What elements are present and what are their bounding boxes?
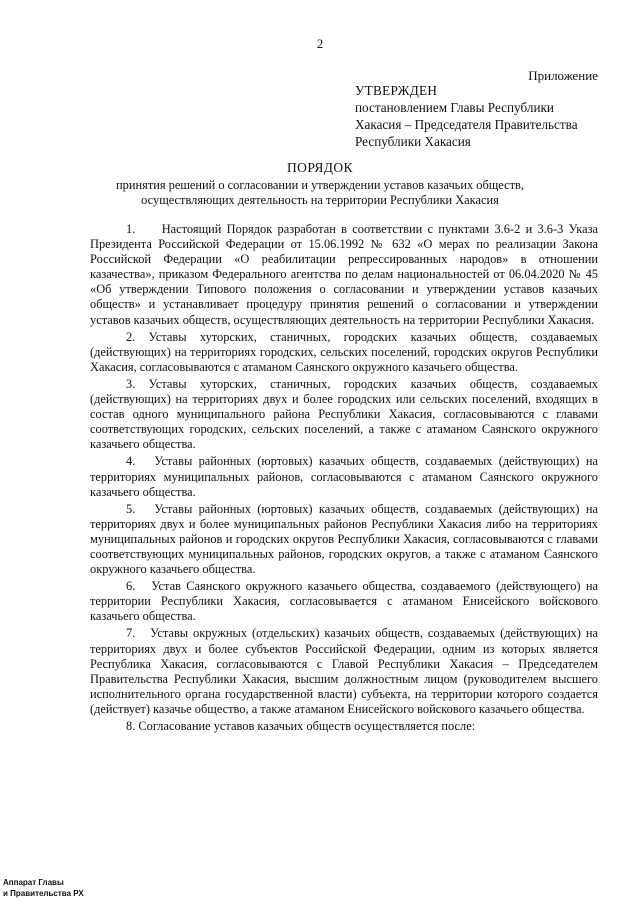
paragraph-2: 2. Уставы хуторских, станичных, городских казачьих обществ, создаваемых (действующих) на территориях городских, сельских поселений, городских округов Республики Хакасия, согласовываются с атаманом Саянского окружного казачьего общества. [90,329,598,374]
paragraph-3: 3. Уставы хуторских, станичных, городских казачьих обществ, создаваемых (действующих) на территориях двух и более городских или сельских поселений, входящих в состав одного муниципального района Республики Хакасия, согласовываются с главами соответствующих городских, сельских поселений, а также с атаманом Саянского окружного казачьего общества. [90,376,598,452]
stamp-line: и Правительства РХ [3,889,84,898]
document-title: ПОРЯДОК [287,160,353,175]
paragraph-6: 6. Устав Саянского окружного казачьего общества, создаваемого (действующего) на территории Республики Хакасия, согласовывается с атаманом Енисейского войскового казачьего общества. [90,579,598,624]
paragraph-5: 5. Уставы районных (юртовых) казачьих обществ, создаваемых (действующих) на территориях двух и более муниципальных районов Республики Хакасия либо на территориях муниципальных районов и городских округов Республики Хакасия, согласовываются с главами соответствующих муниципальных районов, городских округов, а также с атаманом Саянского окружного казачьего общества. [90,501,598,577]
subtitle-line: осуществляющих деятельность на территории Республики Хакасия [141,193,499,207]
document-subtitle [0,178,640,208]
paragraph-8: 8. Согласование уставов казачьих обществ осуществляется после: [126,719,476,733]
subtitle-line: принятия решений о согласовании и утверждении уставов казачьих обществ, [116,178,524,192]
approval-line: Республики Хакасия [355,134,471,149]
document-body [90,222,598,736]
approval-line: постановлением Главы Республики [355,100,554,115]
approval-line: Хакасия – Председателя Правительства [355,117,578,132]
approval-block [355,82,578,150]
stamp-line: Аппарат Главы [3,878,64,887]
paragraph-7: 7. Уставы окружных (отдельских) казачьих обществ, создаваемых (действующих) на территориях двух и более субъектов Российской Федерации, одним из которых является Республика Хакасия, согласовываются с Главой Республики Хакасия – Председателем Правительства Республики Хакасия, высшим должностным лицом (руководителем высшего исполнительного органа государственной власти) субъекта, на территории которого создается (действует) казачье общество, а также атаманом Енисейского войскового казачьего общества. [90,626,598,716]
office-stamp [3,877,84,899]
paragraph-1: 1. Настоящий Порядок разработан в соответствии с пунктами 3.6-2 и 3.6-3 Указа Президента Российской Федерации от 15.06.1992 № 632 «О мерах по реализации Закона Российской Федерации «О реабилитации репрессированных народов» в отношении казачества», приказом Федерального агентства по делам национальностей от 06.04.2020 № 45 «Об утверждении Типового положения о согласовании и утверждении уставов казачьих обществ» и устанавливает процедуру принятия решений о согласовании и утверждении уставов казачьих обществ, осуществляющих деятельность на территории Республики Хакасия. [90,222,598,327]
page-number: 2 [316,36,324,51]
approved-label: УТВЕРЖДЕН [355,83,438,98]
paragraph-4: 4. Уставы районных (юртовых) казачьих обществ, создаваемых (действующих) на территориях муниципальных районов, согласовываются с атаманом Саянского окружного казачьего общества. [90,454,598,499]
appendix-label: Приложение [528,68,598,83]
